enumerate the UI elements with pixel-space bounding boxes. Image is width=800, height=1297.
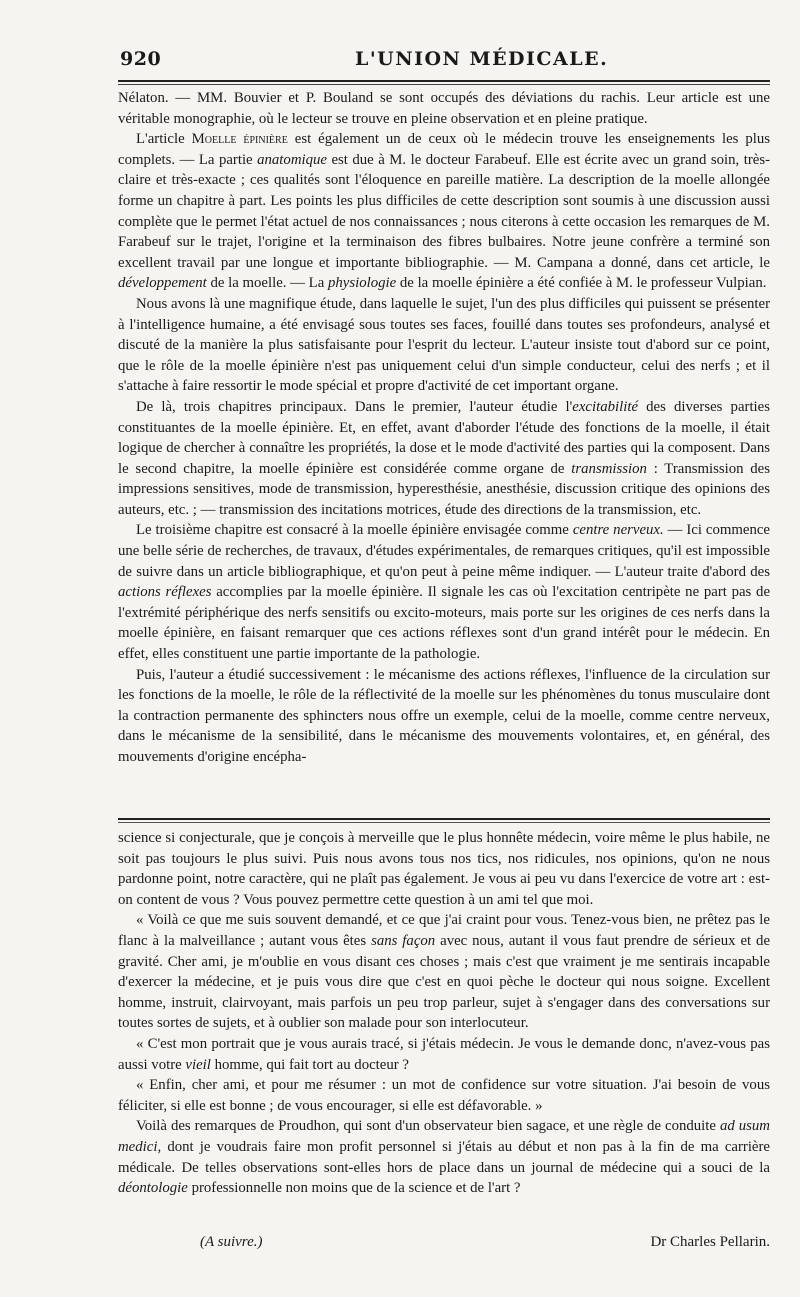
paragraph-text: de la moelle épinière a été confiée à M. le professeur Vulpian.: [399, 275, 767, 292]
signature-line: [118, 1234, 770, 1258]
to-be-continued: (A suivre.): [200, 1234, 263, 1250]
italic-term: transmission: [571, 460, 647, 477]
italic-term: actions réflexes: [118, 584, 212, 601]
paragraph-text: « C'est mon portrait que je vous aurais tracé, si j'étais médecin. Je vous le demande donc, n'avez-vous pas aussi votre: [118, 1035, 770, 1073]
paragraph-text: De là, trois chapitres principaux. Dans le premier, l'auteur étudie l': [136, 398, 573, 415]
paragraph-text: « Voilà ce que me suis souvent demandé, et ce que j'ai craint pour vous. Tenez-vous bien, ne prêtez pas le flanc à la malveillance ; autant vous êtes: [118, 912, 770, 949]
italic-term: physiologie: [327, 275, 397, 292]
paragraph-text: des diverses parties constituantes de la moelle épinière. Et, en effet, avant d'aborder l'étude des fonctions de la moelle, il était logique de chercher à connaître les propriétés, la dose et le mode d'activité des parties qui la composent. Dans le second chapitre, la moelle épinière est considérée comme organe de: [118, 398, 770, 477]
paragraph-text: homme, qui fait tort au docteur ?: [214, 1056, 409, 1073]
paragraph-science: [118, 828, 770, 910]
paragraph-etude: [118, 294, 770, 397]
italic-term: sans façon: [371, 932, 436, 949]
paragraph-portrait: [118, 1034, 770, 1075]
author-signature: Dr Charles Pellarin.: [650, 1234, 770, 1250]
page-header: [120, 44, 770, 78]
feuilleton-column: [118, 828, 770, 1199]
paragraph-text: de la moelle. — La: [210, 275, 325, 292]
paragraph-voila: [118, 910, 770, 1034]
paragraph-chapitres: [118, 397, 770, 521]
paragraph-puis: [118, 665, 770, 768]
italic-term: excitabilité: [572, 398, 639, 415]
paragraph-proudhon: [118, 1116, 770, 1198]
paragraph-troisieme-chapitre: [118, 520, 770, 664]
paragraph-text: accomplies par la moelle épinière. Il signale les cas où l'excitation centripète ne part pas de l'extrémité périphérique des nerfs sensitifs ou excito-moteurs, mais porte sur les origines de ces nerfs dans la moelle épinière, en faisant remarquer que ces actions réflexes sont d'un grand intérêt pour le médecin. En effet, elles constituent une partie importante de la pathologie.: [118, 584, 771, 663]
paragraph-enfin: [118, 1075, 770, 1116]
feuilleton-separator-thin: [118, 822, 770, 823]
article-heading-moelle: Moelle épinière: [191, 131, 288, 148]
paragraph-text: L'article: [136, 131, 185, 148]
paragraph-text: — Ici commence une belle série de recherches, de travaux, d'études expérimentales, de remarques critiques, qu'il est impossible de suivre dans un article bibliographique, et qu'on peut à peine même indiquer. — L'auteur traite d'abord des: [118, 522, 770, 580]
italic-term: déontologie: [118, 1180, 188, 1197]
paragraph-text: science si conjecturale, que je conçois à merveille que le plus honnête médecin, voire même le plus habile, ne soit pas toujours le plus suivi. Puis nous avons tous nos tics, nos ridicules, nos opinions, qu'on ne nous pardonne point, notre caractère, qui ne plaît pas également. Je vous ai peu vu dans l'exercice de votre art : est-on content de vous ? Vous pouvez permettre cette question à un ami tel que moi.: [118, 830, 770, 908]
paragraph-text: Nélaton. — MM. Bouvier et P. Bouland se sont occupés des déviations du rachis. Leur article est une véritable monographie, où le lecteur se trouve en pleine observation et en pleine pratique.: [118, 90, 770, 127]
header-rule-thin: [118, 84, 770, 85]
paragraph-text: est également un de ceux où le médecin trouve les enseignements les plus complets. — La partie: [118, 131, 771, 168]
paragraph-text: professionnelle non moins que de la science et de l'art ?: [191, 1180, 521, 1197]
italic-term: centre nerveux.: [572, 522, 664, 539]
paragraph-text: avec nous, autant il vous faut prendre de sérieux et de gravité. Cher ami, je m'oublie en vous disant ces choses ; mais c'est que vraiment je me sentirais incapable d'exercer la médecine, et je puis vous dire que c'est en quoi pèche le docteur qui nous soigne. Excellent homme, instruit, clairvoyant, mais parfois un peu trop parleur, sujet à s'engager dans des conversations sur toutes sortes de sujets, et à oublier son malade pour son interlocuteur.: [118, 932, 771, 1032]
header-rule: [118, 80, 770, 82]
italic-term: vieil: [185, 1056, 211, 1073]
journal-title: L'UNION MÉDICALE.: [355, 48, 609, 70]
paragraph-text: dont je voudrais faire mon profit personnel si j'étais au début et non pas à la fin de ma carrière médicale. De telles observations sont-elles hors de place dans un journal de médecine qui a souci de la: [118, 1138, 770, 1176]
paragraph-text: est due à M. le docteur Farabeuf. Elle est écrite avec un grand soin, très-claire et très-exacte ; ces qualités sont l'éloquence en pareille matière. La description de la moelle allongée forme un chapitre à part. Les points les plus difficiles de cette description sont soumis à une discussion aussi complète que le permet l'état actuel de nos connaissances ; nous citerons à cette occasion les remarques de M. Farabeuf sur le trajet, l'origine et la terminaison des fibres bulbaires. Notre jeune confrère a terminé son excellent travail par une longue et importante bibliographie. — M. Campana a donné, dans cet article, le: [118, 151, 770, 271]
page-number: 920: [120, 48, 162, 70]
paragraph-nelaton: [118, 88, 770, 129]
italic-term: ad usum medici,: [118, 1118, 770, 1155]
paragraph-moelle-epiniere: [118, 129, 770, 294]
italic-term: développement: [118, 275, 207, 292]
paragraph-text: « Enfin, cher ami, et pour me résumer : un mot de confidence sur votre situation. J'ai besoin de vous féliciter, si elle est bonne ; de vous encourager, si elle est défavorable. »: [118, 1077, 770, 1114]
paragraph-text: Le troisième chapitre est consacré à la moelle épinière envisagée comme: [136, 522, 569, 539]
paragraph-text: Voilà des remarques de Proudhon, qui sont d'un observateur bien sagace, et une règle de conduite: [136, 1118, 716, 1135]
paragraph-text: Nous avons là une magnifique étude, dans laquelle le sujet, l'un des plus difficiles qui puissent se présenter à l'intelligence humaine, a été envisagé sous toutes ses faces, fouillé dans toutes ses profondeurs, analysé et discuté de la manière la plus satisfaisante pour l'esprit du lecteur. L'auteur insiste tout d'abord sur ce point, que le rôle de la moelle épinière n'est pas uniquement celui d'un simple conducteur, celui des nerfs ; et il s'attache à faire ressortir le mode spécial et propre d'activité de cet important organe.: [118, 295, 770, 395]
paragraph-text: Puis, l'auteur a étudié successivement : le mécanisme des actions réflexes, l'influence de la circulation sur les fonctions de la moelle, le rôle de la réflectivité de la moelle sur les phénomènes du tonus musculaire dont la contraction permanente des sphincters nous offre un exemple, celui de la moelle, comme centre nerveux, dans le mécanisme de la sensibilité, dans le mécanisme des mouvements volontaires, et, en général, des mouvements d'origine encépha-: [118, 666, 770, 765]
italic-term: anatomique: [257, 151, 327, 168]
feuilleton-separator: [118, 818, 770, 820]
paragraph-text: : Transmission des impressions sensitives, mode de transmission, hyperesthésie, anesthésie, discussion critique des opinions des auteurs, etc. ; — transmission des incitations motrices, étude des directions de la transmission, etc.: [118, 460, 771, 518]
main-article-column: [118, 88, 770, 768]
